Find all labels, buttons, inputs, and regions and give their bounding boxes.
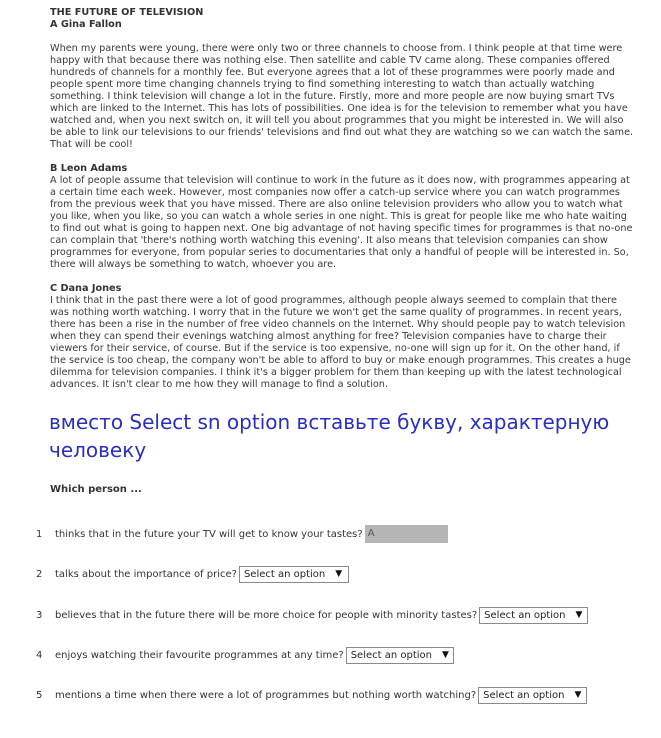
paragraph-a: When my parents were young, there were only two or three channels to choose from. I think people at that time were happy with that because there was nothing else. Then satellite and cable TV came along. These companies offered hundreds of channels for a monthly fee. But everyone agrees that a lot of these programmes were poorly made and people spent more time changing channels trying to find something interesting to watch than actually watching something. I think television will change a lot in the future. Firstly, more and more people are now buying smart TVs which are linked to the Internet. This has lots of possibilities. One idea is for the television to remember what you have watched and, when you next switch on, it will tell you about programmes that you might be interested in. We will also be able to link our televisions to our friends' televisions and find out what they are watching so we can watch the same. That will be cool!	[50, 43, 634, 150]
paragraph-b: A lot of people assume that television will continue to work in the future as it does now, with programmes appearing at a certain time each week. However, most companies now offer a catch-up service where you can watch programmes from the previous week that you have missed. There are also online television providers who allow you to watch what you like, when you like, so you can watch a whole series in one night. This is great for people like me who hate waiting to find out what is going to happen next. One big advantage of not having specific times for programmes is that no-one can complain that 'there's nothing worth watching this evening'. It also means that television companies can show programmes for everyone, from popular series to documentaries that only a handful of people will be interested in. So, there will always be something to watch, whoever you are.	[50, 175, 633, 270]
instruction-text: вместо Select sn option вставьте букву, характерную человеку	[49, 410, 610, 462]
article-title: THE FUTURE OF TELEVISION	[50, 7, 204, 18]
chevron-down-icon: ▼	[575, 610, 583, 620]
article	[50, 7, 635, 391]
question-number: 5	[36, 689, 43, 701]
answer-select[interactable]	[346, 647, 454, 664]
answer-select[interactable]	[478, 687, 587, 704]
question-text: talks about the importance of price?	[55, 568, 237, 580]
answer-select[interactable]	[239, 566, 349, 583]
chevron-down-icon: ▼	[335, 569, 343, 579]
select-label: Select an option	[350, 649, 432, 661]
answer-select[interactable]	[479, 607, 588, 624]
question-text: mentions a time when there were a lot of programmes but nothing worth watching?	[55, 689, 477, 701]
select-label: Select an option	[484, 609, 566, 621]
chevron-down-icon: ▼	[442, 650, 449, 660]
chevron-down-icon: ▼	[574, 690, 582, 700]
question-number: 4	[36, 649, 43, 661]
questions-heading: Which person ...	[50, 484, 142, 495]
paragraph-c: I think that in the past there were a lot of good programmes, although people always seemed to complain that there was nothing worth watching. I worry that in the future we won't get the same quality of programmes. In recent years, there has been a rise in the number of free video channels on the Internet. Why should people pay to watch television when they can spend their evenings watching almost anything for free? Television companies have to charge their viewers for their service, of course. But if the service is too expensive, no-one will sign up for it. On the other hand, if the service is too cheap, the company won't be able to afford to buy or make enough programmes. This creates a huge dilemma for television companies. I think it's a bigger problem for them than keeping up with the latest technological advances. It isn't clear to me how they will manage to find a solution.	[50, 295, 631, 390]
question-number: 3	[36, 609, 43, 621]
author-b: B Leon Adams	[50, 163, 128, 174]
question-text: believes that in the future there will be more choice for people with minority tastes?	[55, 609, 478, 621]
question-number: 1	[36, 528, 43, 540]
author-a: A Gina Fallon	[50, 19, 122, 30]
select-label: Select an option	[243, 568, 326, 580]
question-text: enjoys watching their favourite programmes at any time?	[55, 649, 344, 661]
select-label: Select an option	[483, 689, 565, 701]
author-c: C Dana Jones	[50, 283, 122, 294]
question-number: 2	[36, 568, 43, 580]
question-text: thinks that in the future your TV will get to know your tastes?	[55, 528, 363, 540]
answer-field[interactable]: A	[365, 525, 448, 543]
